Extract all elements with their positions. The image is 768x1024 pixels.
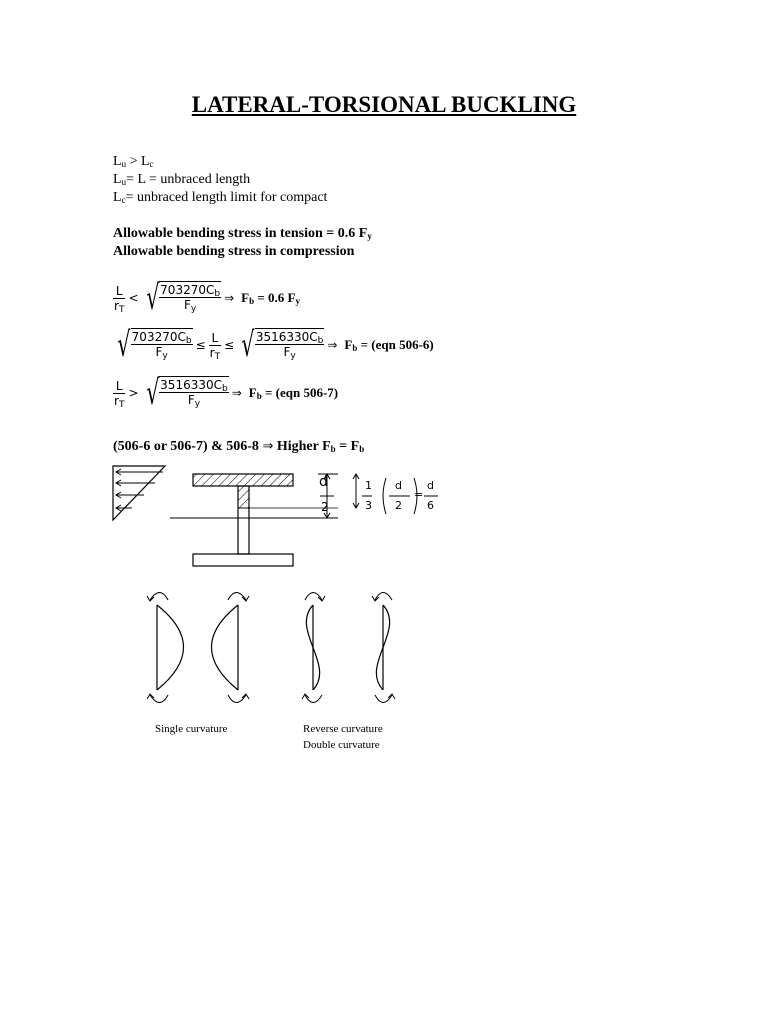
subscript-b: b [222,384,228,394]
page-title: LATERAL-TORSIONAL BUCKLING [191,92,577,117]
caption-reverse-curvature: Reverse curvature [303,723,383,735]
subscript-y: y [295,296,300,306]
third-num: 1 [365,479,372,492]
subscript-b: b [352,343,358,353]
d-over-2-den: 2 [395,499,402,512]
symbol-r: r [114,298,119,313]
allowable-tension-text: Allowable bending stress in tension = 0.6 F [113,226,368,241]
symbol-l: L [113,172,122,187]
result-text: = (eqn 506-6) [357,337,434,352]
higher-text: (506-6 or 506-7) & 506-8 [113,439,259,454]
subscript-t: T [214,351,221,362]
result-text: = (eqn 506-7) [261,385,339,400]
implies-icon: ⇒ [231,386,242,400]
coefficient: 703270C [131,330,186,344]
symbol-f: F [187,393,195,407]
radical-icon: √ [145,373,159,413]
subscript-y: y [367,231,372,241]
subscript-t: T [118,399,125,410]
d-over-6-den: 6 [427,499,434,512]
subscript-b: b [249,296,255,306]
operator-le: ≤ [195,338,206,352]
operator-lt: < [128,291,139,305]
subscript-u: u [121,159,127,169]
stress-triangle [113,466,165,520]
coefficient: 3516330C [160,378,222,392]
coefficient: 3516330C [255,330,318,344]
symbol-f: F [184,298,191,312]
subscript-c: c [121,195,126,205]
operator-gt: > [126,154,141,169]
d-label: d [319,474,328,490]
radical-icon: √ [117,325,131,365]
caption-double-curvature: Double curvature [303,739,380,751]
implies-icon: ⇒ [224,291,235,305]
symbol-l: L [113,190,122,205]
operator-le: ≤ [224,338,235,352]
caption-single-curvature: Single curvature [155,723,228,735]
subscript-c: c [149,159,154,169]
higher-rest: Higher F [273,439,331,454]
numerator: L [113,284,125,299]
numerator: L [209,331,221,346]
higher-eq: = F [335,439,360,454]
subscript-u: u [121,177,127,187]
symbol-f: F [241,290,250,305]
subscript-y: y [290,351,296,361]
subscript-b: b [185,336,192,346]
subscript-t: T [118,304,125,315]
reverse-curvature-diagram [302,593,395,703]
radical-icon: √ [145,278,159,318]
symbol-f: F [248,385,257,400]
operator-gt: > [128,386,139,400]
equals-sign: = [414,488,424,501]
symbol-l: L [140,154,150,169]
coefficient: 703270C [160,283,215,297]
numerator: L [113,379,125,394]
subscript-b: b [359,444,365,454]
subscript-y: y [194,399,201,409]
definition-text: = unbraced length limit for compact [125,190,328,205]
implies-icon: ⇒ [262,439,274,454]
implies-icon: ⇒ [327,338,338,352]
symbol-l: L [113,154,122,169]
subscript-b: b [330,444,336,454]
single-curvature-diagram [147,593,249,703]
allowable-compression: Allowable bending stress in compression [113,244,355,259]
d-over-2-num: d [395,479,402,492]
third-den: 3 [365,499,372,512]
i-beam-section [170,474,338,566]
result-text: = 0.6 F [254,290,296,305]
two-label: 2 [321,500,329,514]
symbol-f: F [155,345,163,359]
d-over-6-num: d [427,479,434,492]
subscript-y: y [190,304,197,314]
symbol-f: F [283,345,291,359]
symbol-r: r [114,393,119,408]
subscript-b: b [317,336,324,346]
subscript-y: y [162,351,168,361]
symbol-r: r [209,345,215,360]
radical-icon: √ [241,325,255,365]
symbol-f: F [344,337,353,352]
subscript-b: b [256,391,262,401]
definition-text: = L = unbraced length [126,172,251,187]
subscript-b: b [214,289,221,299]
